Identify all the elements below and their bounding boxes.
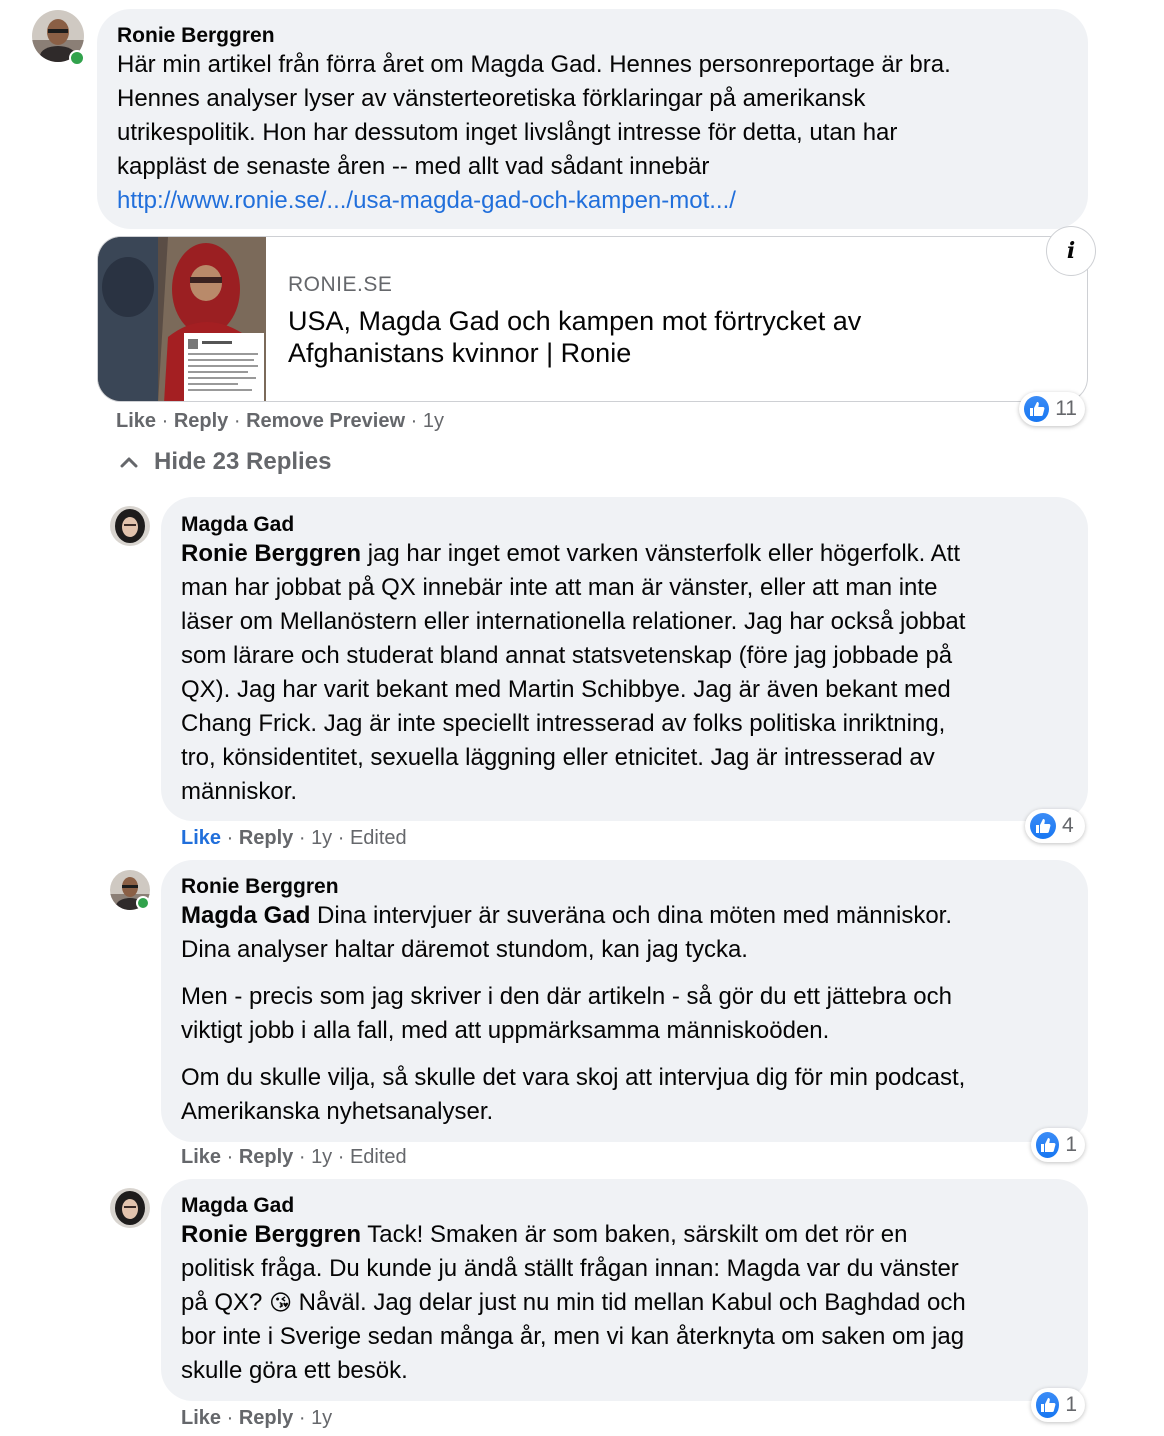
reaction-count[interactable] bbox=[1031, 1388, 1085, 1422]
preview-title-line: USA, Magda Gad och kampen mot förtrycket av bbox=[288, 306, 862, 336]
comment-line: kappläst de senaste åren -- med allt vad sådant innebär bbox=[117, 153, 710, 180]
reply-bubble bbox=[161, 497, 1088, 821]
like-icon bbox=[1036, 1132, 1059, 1158]
reply-line: Chang Frick. Jag är inte speciellt intresserad av folks politiska inriktning, bbox=[181, 710, 946, 737]
reply-button[interactable]: Reply bbox=[238, 827, 294, 849]
separator: · bbox=[233, 410, 247, 432]
comment-line: Här min artikel från förra året om Magda Gad. Hennes personreportage är bra. bbox=[117, 51, 951, 78]
reply-line: jag har inget emot varken vänsterfolk eller högerfolk. Att bbox=[361, 540, 961, 567]
article-link[interactable]: http://www.ronie.se/.../usa-magda-gad-och-kampen-mot.../ bbox=[117, 187, 736, 214]
link-preview[interactable] bbox=[97, 236, 1088, 402]
avatar-magda[interactable] bbox=[110, 1188, 150, 1228]
reaction-count[interactable] bbox=[1031, 1128, 1085, 1162]
separator: · bbox=[298, 1407, 312, 1429]
reaction-number: 1 bbox=[1065, 1393, 1077, 1416]
like-button[interactable]: Like bbox=[181, 1146, 222, 1168]
reply-line: Dina intervjuer är suveräna och dina möten med människor. bbox=[310, 902, 953, 929]
reply-line: bor inte i Sverige sedan många år, men vi kan återknyta om saken om jag bbox=[181, 1323, 965, 1350]
reply-text bbox=[181, 1218, 1081, 1388]
reply-line: man har jobbat på QX innebär inte att man är vänster, eller att man inte bbox=[181, 574, 938, 601]
reply-line: skulle göra ett besök. bbox=[181, 1357, 408, 1384]
separator: · bbox=[337, 1146, 350, 1168]
reaction-number: 4 bbox=[1062, 814, 1074, 837]
like-icon bbox=[1036, 1392, 1059, 1418]
reply-actions bbox=[181, 827, 407, 850]
comment-author[interactable]: Ronie Berggren bbox=[117, 24, 275, 47]
preview-image bbox=[98, 237, 266, 402]
separator: · bbox=[298, 1146, 312, 1168]
separator: · bbox=[226, 1407, 239, 1429]
comment-line: utrikespolitik. Hon har dessutom inget livslångt intresse för detta, utan har bbox=[117, 119, 898, 146]
reaction-count[interactable] bbox=[1025, 809, 1085, 843]
reply-text bbox=[181, 537, 1081, 809]
reaction-number: 11 bbox=[1055, 397, 1077, 420]
reply-author[interactable]: Magda Gad bbox=[181, 1194, 295, 1217]
reply-line: QX). Jag har varit bekant med Martin Schibbye. Jag är även bekant med bbox=[181, 676, 951, 703]
reply-line: viktigt jobb i alla fall, med att uppmärksamma människoöden. bbox=[181, 1017, 830, 1044]
like-button[interactable]: Like bbox=[181, 1407, 222, 1429]
like-icon bbox=[1030, 813, 1056, 839]
comment-actions bbox=[116, 410, 444, 433]
reply-line: Nåväl. Jag delar just nu min tid mellan Kabul och Baghdad och bbox=[292, 1289, 966, 1316]
preview-title[interactable] bbox=[288, 305, 1048, 369]
timestamp[interactable]: 1y bbox=[311, 827, 333, 849]
hide-replies-button[interactable] bbox=[118, 448, 331, 476]
online-dot bbox=[69, 50, 85, 66]
reply-line: människor. bbox=[181, 778, 298, 805]
mention-link[interactable]: Ronie Berggren bbox=[181, 1221, 362, 1248]
separator: · bbox=[337, 827, 350, 849]
hide-replies-label: Hide 23 Replies bbox=[154, 448, 332, 475]
mention-link[interactable]: Ronie Berggren bbox=[181, 540, 362, 567]
separator: · bbox=[410, 410, 423, 432]
reply-text bbox=[181, 899, 1081, 1129]
reaction-number: 1 bbox=[1065, 1133, 1077, 1156]
info-icon[interactable]: i bbox=[1046, 226, 1096, 276]
preview-domain: RONIE.SE bbox=[288, 273, 393, 296]
separator: · bbox=[226, 1146, 239, 1168]
comment-text bbox=[117, 48, 1077, 218]
reply-author[interactable]: Magda Gad bbox=[181, 513, 295, 536]
reply-line: på QX? bbox=[181, 1289, 263, 1316]
reaction-count[interactable] bbox=[1019, 392, 1085, 426]
reply-line: tro, könsidentitet, sexuella läggning eller etnicitet. Jag är intresserad av bbox=[181, 744, 935, 771]
reply-line: Amerikanska nyhetsanalyser. bbox=[181, 1098, 494, 1125]
timestamp[interactable]: 1y bbox=[311, 1146, 333, 1168]
reply-author[interactable]: Ronie Berggren bbox=[181, 875, 339, 898]
reply-line: politisk fråga. Du kunde ju ändå ställt frågan innan: Magda var du vänster bbox=[181, 1255, 959, 1282]
like-button[interactable]: Like bbox=[181, 827, 222, 849]
reply-button[interactable]: Reply bbox=[238, 1146, 294, 1168]
reply-line: Om du skulle vilja, så skulle det vara skoj att intervjua dig för min podcast, bbox=[181, 1064, 966, 1091]
reply-actions bbox=[181, 1146, 407, 1169]
reply-actions bbox=[181, 1407, 332, 1430]
chevron-up-icon bbox=[118, 451, 140, 473]
separator: · bbox=[226, 827, 239, 849]
preview-title-line: Afghanistans kvinnor | Ronie bbox=[288, 338, 632, 368]
reply-button[interactable]: Reply bbox=[173, 410, 229, 432]
timestamp[interactable]: 1y bbox=[311, 1407, 333, 1429]
reply-line: Men - precis som jag skriver i den där artikeln - så gör du ett jättebra och bbox=[181, 983, 952, 1010]
reply-bubble bbox=[161, 1179, 1088, 1401]
separator: · bbox=[298, 827, 312, 849]
comment-line: Hennes analyser lyser av vänsterteoretiska förklaringar på amerikansk bbox=[117, 85, 866, 112]
reply-line: Tack! Smaken är som baken, särskilt om det rör en bbox=[361, 1221, 908, 1248]
remove-preview-button[interactable]: Remove Preview bbox=[246, 410, 406, 432]
online-dot bbox=[136, 896, 150, 910]
edited-label[interactable]: Edited bbox=[349, 827, 407, 849]
reply-line: Dina analyser haltar däremot stundom, kan jag tycka. bbox=[181, 936, 748, 963]
edited-label[interactable]: Edited bbox=[349, 1146, 407, 1168]
kiss-emoji-icon: 😘 bbox=[269, 1290, 292, 1315]
reply-button[interactable]: Reply bbox=[238, 1407, 294, 1429]
mention-link[interactable]: Magda Gad bbox=[181, 902, 311, 929]
reply-line: läser om Mellanöstern eller internationella relationer. Jag har också jobbat bbox=[181, 608, 966, 635]
reply-line: som lärare och studerat bland annat statsvetenskap (före jag jobbade på bbox=[181, 642, 953, 669]
like-icon bbox=[1024, 396, 1049, 422]
timestamp[interactable]: 1y bbox=[422, 410, 444, 432]
reply-bubble bbox=[161, 860, 1088, 1142]
comment-bubble bbox=[97, 9, 1088, 229]
like-button[interactable]: Like bbox=[116, 410, 157, 432]
separator: · bbox=[161, 410, 174, 432]
avatar-magda[interactable] bbox=[110, 506, 150, 546]
